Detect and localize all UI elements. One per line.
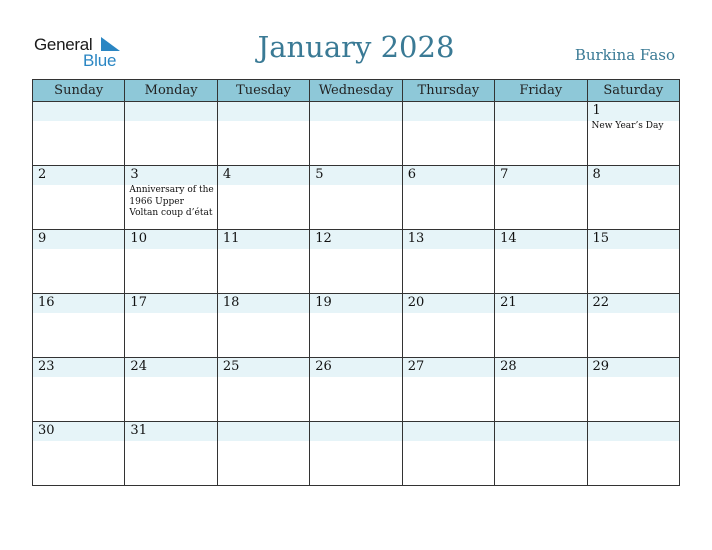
day-cell-content bbox=[495, 294, 586, 357]
day-cell bbox=[125, 294, 217, 358]
day-cell bbox=[495, 230, 587, 294]
day-cell-content bbox=[403, 358, 494, 421]
day-number-band bbox=[310, 422, 401, 441]
day-number-band bbox=[495, 422, 586, 441]
day-number: 28 bbox=[500, 359, 517, 374]
day-cell bbox=[125, 422, 217, 486]
weekday-header: Wednesday bbox=[310, 80, 402, 102]
day-cell-content bbox=[495, 166, 586, 229]
day-cell-content bbox=[310, 102, 401, 165]
day-number: 6 bbox=[407, 167, 416, 182]
day-number: 24 bbox=[130, 359, 147, 374]
day-cell-content bbox=[310, 294, 401, 357]
day-cell bbox=[217, 294, 309, 358]
day-cell bbox=[125, 230, 217, 294]
day-number-band bbox=[310, 102, 401, 121]
day-cell-content bbox=[403, 102, 494, 165]
day-cell bbox=[33, 166, 125, 230]
week-row bbox=[33, 230, 680, 294]
logo-general-text: General bbox=[34, 35, 93, 54]
day-cell bbox=[33, 102, 125, 166]
day-cell-content bbox=[33, 166, 124, 229]
day-cell-content bbox=[403, 422, 494, 485]
day-cell bbox=[33, 230, 125, 294]
day-number-band bbox=[33, 166, 124, 185]
day-cell-content bbox=[495, 230, 586, 293]
day-cell bbox=[33, 294, 125, 358]
weekday-header: Monday bbox=[125, 80, 217, 102]
day-cell-content bbox=[218, 166, 309, 229]
country-name: Burkina Faso bbox=[574, 46, 675, 64]
day-number-band bbox=[125, 166, 216, 185]
logo-blue-text: Blue bbox=[83, 51, 117, 70]
day-cell bbox=[587, 102, 679, 166]
day-cell bbox=[495, 102, 587, 166]
day-number: 25 bbox=[222, 359, 240, 374]
day-cell-content bbox=[310, 166, 401, 229]
day-cell-content bbox=[588, 358, 679, 421]
day-cell-content bbox=[33, 230, 124, 293]
day-number: 27 bbox=[407, 359, 425, 374]
day-cell-content bbox=[588, 102, 679, 165]
day-number: 21 bbox=[500, 295, 517, 310]
weekday-header-row bbox=[33, 80, 680, 102]
week-row bbox=[33, 422, 680, 486]
day-cell-content bbox=[218, 102, 309, 165]
weekday-header: Thursday bbox=[402, 80, 494, 102]
day-cell bbox=[310, 230, 402, 294]
calendar-grid bbox=[32, 79, 680, 486]
day-number: 16 bbox=[38, 295, 55, 310]
day-cell-content bbox=[588, 422, 679, 485]
day-number: 13 bbox=[407, 231, 425, 246]
day-cell bbox=[402, 166, 494, 230]
day-cell bbox=[217, 358, 309, 422]
holiday-label: New Year’s Day bbox=[591, 121, 664, 131]
day-number: 4 bbox=[222, 167, 232, 182]
weekday-header: Sunday bbox=[33, 80, 125, 102]
day-cell bbox=[310, 166, 402, 230]
day-number: 31 bbox=[130, 423, 147, 438]
day-cell bbox=[402, 294, 494, 358]
day-number: 22 bbox=[592, 295, 610, 310]
day-cell-content bbox=[218, 294, 309, 357]
day-number: 11 bbox=[222, 231, 240, 246]
day-number-band bbox=[495, 102, 586, 121]
page-title: January 2028 bbox=[257, 30, 455, 64]
day-number: 26 bbox=[315, 359, 332, 374]
day-cell-content bbox=[495, 102, 586, 165]
day-cell-content bbox=[403, 166, 494, 229]
day-number: 3 bbox=[130, 167, 139, 182]
day-number-band bbox=[33, 230, 124, 249]
day-number: 19 bbox=[315, 295, 332, 310]
day-cell bbox=[310, 294, 402, 358]
day-cell bbox=[217, 102, 309, 166]
day-cell bbox=[587, 358, 679, 422]
day-number-band bbox=[310, 166, 401, 185]
day-cell bbox=[310, 358, 402, 422]
day-number-band bbox=[495, 166, 586, 185]
weekday-header: Tuesday bbox=[217, 80, 309, 102]
day-cell-content bbox=[310, 358, 401, 421]
day-cell bbox=[33, 422, 125, 486]
day-cell-content bbox=[310, 230, 401, 293]
weekday-header: Saturday bbox=[587, 80, 679, 102]
day-number: 2 bbox=[38, 167, 47, 182]
day-cell bbox=[495, 422, 587, 486]
day-cell-content bbox=[218, 422, 309, 485]
day-cell-content bbox=[403, 294, 494, 357]
day-number: 23 bbox=[38, 359, 55, 374]
weekday-header: Friday bbox=[495, 80, 587, 102]
day-cell-content bbox=[495, 358, 586, 421]
day-number-band bbox=[125, 102, 216, 121]
week-row bbox=[33, 358, 680, 422]
day-cell bbox=[495, 294, 587, 358]
day-cell bbox=[402, 422, 494, 486]
day-cell bbox=[587, 166, 679, 230]
day-cell-content bbox=[588, 294, 679, 357]
day-cell bbox=[402, 102, 494, 166]
day-cell bbox=[33, 358, 125, 422]
day-number: 30 bbox=[38, 423, 55, 438]
day-cell-content bbox=[33, 102, 124, 165]
day-number: 20 bbox=[407, 295, 425, 310]
day-number-band bbox=[588, 102, 679, 121]
day-number-band bbox=[33, 102, 124, 121]
day-number: 5 bbox=[315, 167, 324, 182]
day-cell-content bbox=[588, 230, 679, 293]
day-cell-content bbox=[588, 166, 679, 229]
day-number: 8 bbox=[592, 167, 601, 182]
day-cell bbox=[587, 294, 679, 358]
day-cell bbox=[310, 102, 402, 166]
day-cell-content bbox=[125, 166, 216, 229]
week-row bbox=[33, 294, 680, 358]
day-number-band bbox=[403, 102, 494, 121]
day-number: 29 bbox=[592, 359, 610, 374]
day-number: 10 bbox=[130, 231, 147, 246]
holiday-label: Anniversary of the 1966 Upper Voltan coup d’état bbox=[129, 185, 214, 218]
day-number-band bbox=[588, 166, 679, 185]
day-cell-content bbox=[33, 422, 124, 485]
day-cell-content bbox=[495, 422, 586, 485]
day-cell bbox=[495, 358, 587, 422]
day-number: 12 bbox=[315, 231, 332, 246]
day-cell-content bbox=[310, 422, 401, 485]
day-cell bbox=[310, 422, 402, 486]
day-cell bbox=[402, 358, 494, 422]
week-row bbox=[33, 102, 680, 166]
day-number-band bbox=[218, 422, 309, 441]
day-number: 9 bbox=[38, 231, 47, 246]
day-number-band bbox=[218, 102, 309, 121]
week-row bbox=[33, 166, 680, 230]
day-cell-content bbox=[125, 102, 216, 165]
day-cell-content bbox=[125, 230, 216, 293]
day-cell-content bbox=[125, 358, 216, 421]
day-cell bbox=[217, 230, 309, 294]
day-number: 7 bbox=[500, 167, 509, 182]
day-cell bbox=[217, 422, 309, 486]
day-number-band bbox=[403, 166, 494, 185]
day-cell bbox=[587, 230, 679, 294]
day-cell-content bbox=[218, 230, 309, 293]
day-cell bbox=[125, 166, 217, 230]
day-cell-content bbox=[33, 358, 124, 421]
day-cell-content bbox=[125, 422, 216, 485]
day-number-band bbox=[218, 166, 309, 185]
day-cell bbox=[495, 166, 587, 230]
day-cell bbox=[125, 358, 217, 422]
day-number-band bbox=[403, 422, 494, 441]
day-cell-content bbox=[218, 358, 309, 421]
day-cell-content bbox=[33, 294, 124, 357]
day-number: 1 bbox=[592, 103, 601, 118]
day-number: 14 bbox=[500, 231, 517, 246]
day-number: 15 bbox=[592, 231, 610, 246]
day-cell-content bbox=[125, 294, 216, 357]
day-number-band bbox=[588, 422, 679, 441]
day-cell-content bbox=[403, 230, 494, 293]
day-number: 17 bbox=[130, 295, 147, 310]
day-cell bbox=[587, 422, 679, 486]
day-cell bbox=[125, 102, 217, 166]
day-number: 18 bbox=[222, 295, 240, 310]
day-cell bbox=[217, 166, 309, 230]
day-cell bbox=[402, 230, 494, 294]
